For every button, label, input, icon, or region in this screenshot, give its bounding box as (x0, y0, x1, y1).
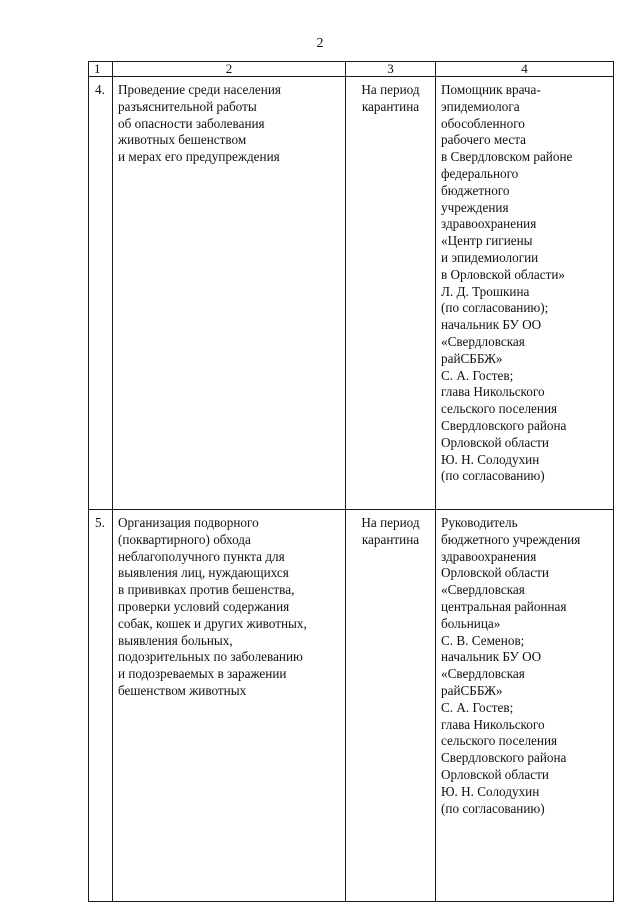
responsible-line: С. А. Гостев; (441, 367, 514, 383)
description-line: об опасности заболевания (118, 115, 265, 131)
responsible-line: Свердловского района (441, 750, 567, 766)
responsible-cell (436, 77, 614, 510)
responsible-line: глава Никольского (441, 384, 545, 400)
header-col-2: 2 (113, 62, 346, 77)
responsible-line: Свердловского района (441, 417, 567, 433)
responsible-line: сельского поселения (441, 401, 558, 417)
responsible-line: рабочего места (441, 132, 527, 148)
period-cell (346, 510, 436, 902)
responsible-line: «Свердловская (441, 582, 525, 598)
responsible (436, 77, 613, 485)
description-line: (поквартирного) обхода (118, 531, 251, 547)
responsible-line: райСББЖ» (441, 350, 503, 366)
responsible-line: в Свердловском районе (441, 149, 573, 165)
row-number-cell (89, 510, 113, 902)
measure-description-cell (113, 77, 346, 510)
responsible-line: начальник БУ ОО (441, 317, 542, 333)
description-line: разъяснительной работы (118, 98, 257, 114)
measure-description (113, 77, 345, 166)
row-number: 4. (95, 82, 105, 97)
description-line: собак, кошек и других животных, (118, 615, 307, 631)
responsible-line: (по согласованию); (441, 300, 549, 316)
responsible-cell (436, 510, 614, 902)
responsible-line: федерального (441, 165, 519, 181)
responsible-line: Л. Д. Трошкина (441, 283, 530, 299)
table-header-row (89, 62, 614, 77)
header-col-1: 1 (89, 62, 113, 77)
responsible-line: С. В. Семенов; (441, 632, 525, 648)
header-col-4: 4 (436, 62, 614, 77)
period-line: карантина (361, 98, 420, 114)
responsible-line: обособленного (441, 115, 525, 131)
description-line: проверки условий содержания (118, 598, 290, 614)
responsible-line: С. А. Гостев; (441, 699, 514, 715)
responsible-line: и эпидемиологии (441, 249, 539, 265)
description-line: Проведение среди населения (118, 82, 281, 97)
responsible-line: (по согласованию) (441, 468, 545, 484)
responsible-line: Ю. Н. Солодухин (441, 783, 540, 799)
measure-description-cell (113, 510, 346, 902)
responsible-line: сельского поселения (441, 733, 558, 749)
responsible-line: Руководитель (441, 515, 518, 530)
description-line: и мерах его предупреждения (118, 149, 280, 165)
period-cell (346, 77, 436, 510)
description-line: подозрительных по заболеванию (118, 649, 303, 665)
responsible-line: здравоохранения (441, 548, 537, 564)
responsible-line: центральная районная (441, 598, 567, 614)
responsible-line: эпидемиолога (441, 98, 520, 114)
responsible-line: учреждения (441, 199, 509, 215)
description-line: в прививках против бешенства, (118, 582, 295, 598)
description-line: и подозреваемых в заражении (118, 666, 287, 682)
period-line: карантина (361, 531, 420, 547)
responsible-line: Орловской области (441, 565, 549, 581)
responsible-line: райСББЖ» (441, 682, 503, 698)
period (346, 510, 435, 549)
description-line: Организация подворного (118, 515, 259, 530)
responsible-line: «Свердловская (441, 666, 525, 682)
description-line: животных бешенством (118, 132, 247, 148)
responsible-line: больница» (441, 615, 501, 631)
page-number: 2 (316, 36, 324, 51)
responsible-line: Ю. Н. Солодухин (441, 451, 540, 467)
responsible-line: бюджетного (441, 182, 510, 198)
description-line: выявления больных, (118, 632, 233, 648)
responsible-line: (по согласованию) (441, 800, 545, 816)
description-line: бешенством животных (118, 682, 247, 698)
period-line: На период (361, 515, 420, 530)
responsible-line: в Орловской области» (441, 266, 566, 282)
row-number-cell (89, 77, 113, 510)
responsible (436, 510, 613, 817)
measures-table (88, 61, 614, 902)
responsible-line: «Свердловская (441, 333, 525, 349)
responsible-line: здравоохранения (441, 216, 537, 232)
measure-description (113, 510, 345, 700)
responsible-line: «Центр гигиены (441, 233, 533, 249)
responsible-line: Орловской области (441, 434, 549, 450)
responsible-line: бюджетного учреждения (441, 531, 581, 547)
row-number: 5. (95, 515, 105, 530)
description-line: выявления лиц, нуждающихся (118, 565, 289, 581)
table-row (89, 77, 614, 510)
responsible-line: глава Никольского (441, 716, 545, 732)
responsible-line: Орловской области (441, 766, 549, 782)
header-col-3: 3 (346, 62, 436, 77)
period (346, 77, 435, 116)
description-line: неблагополучного пункта для (118, 548, 285, 564)
table-row (89, 510, 614, 902)
responsible-line: Помощник врача- (441, 82, 541, 97)
responsible-line: начальник БУ ОО (441, 649, 542, 665)
period-line: На период (361, 82, 420, 97)
